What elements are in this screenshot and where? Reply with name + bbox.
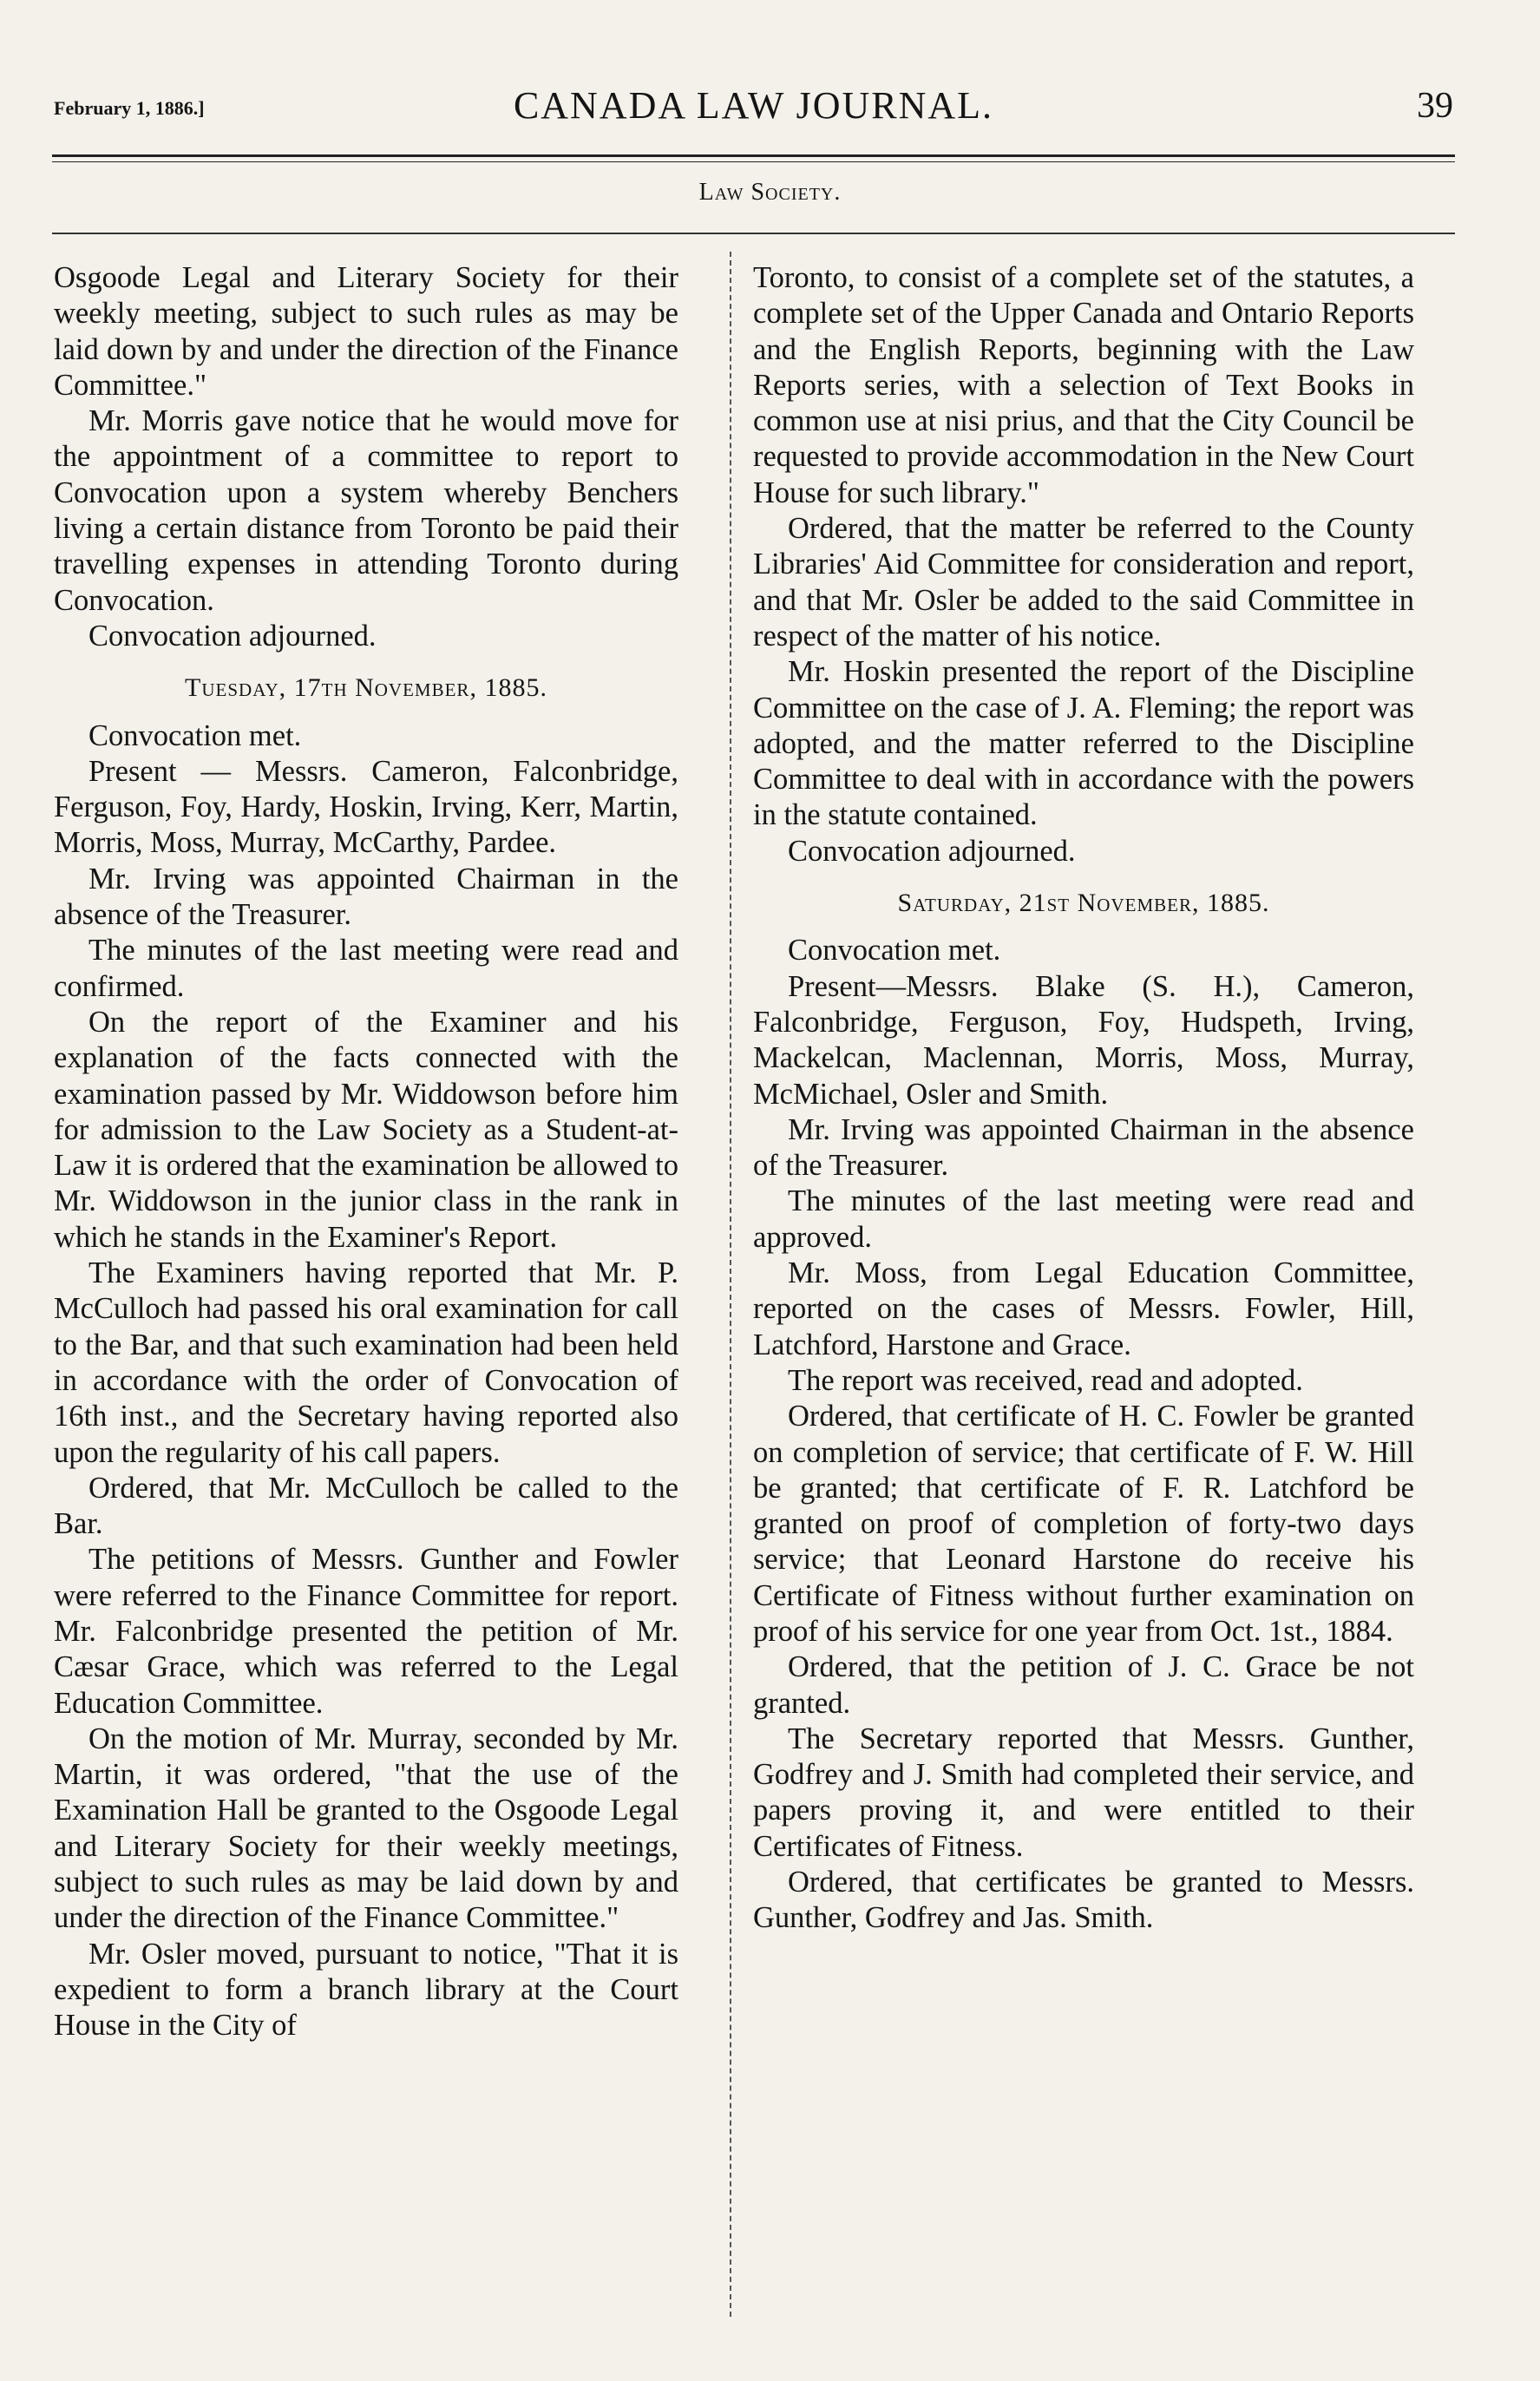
paragraph: Mr. Hoskin presented the report of the Discipline Committee on the case of J. A. Fleming; the report was adopted, and the matter referred to the Discipline Committee to deal with in accordance with the powers in the statute contained. [753,655,1414,832]
paragraph: Ordered, that Mr. McCulloch be called to the Bar. [54,1471,678,1541]
header-rule-thick [52,154,1455,157]
section-title: Law Society. [698,179,842,206]
paragraph: Mr. Irving was appointed Chairman in the absence of the Treasurer. [54,862,678,932]
paragraph: The Secretary reported that Messrs. Gunther, Godfrey and J. Smith had completed their service, and papers proving it, and were entitled to their Certificates of Fitness. [753,1722,1414,1863]
paragraph: On the motion of Mr. Murray, seconded by Mr. Martin, it was ordered, "that the use of the Examination Hall be granted to the Osgoode Legal and Literary Society for their weekly meetings, subject to such rules as may be laid down by and under the direction of the Finance Committee." [54,1722,678,1935]
paragraph: Convocation adjourned. [788,834,1076,868]
meeting-date-heading: Saturday, 21st November, 1885. [897,889,1270,918]
paragraph: Mr. Morris gave notice that he would move for the appointment of a committee to report to Convocation upon a system whereby Benchers living a certain distance from Toronto be paid their travelling expenses in attending Toronto during Convocation. [54,404,678,617]
paragraph: Present — Messrs. Cameron, Falconbridge, Ferguson, Foy, Hardy, Hoskin, Irving, Kerr, Martin, Morris, Moss, Murray, McCarthy, Pardee. [54,754,678,860]
paragraph: Toronto, to consist of a complete set of the statutes, a complete set of the Upper Canada and Ontario Reports and the English Reports, beginning with the Law Reports series, with a selection of Text Books in common use at nisi prius, and that the City Council be requested to provide accommodation in the New Court House for such library." [753,261,1414,509]
journal-title: CANADA LAW JOURNAL. [513,84,994,127]
paragraph: Convocation adjourned. [88,619,377,653]
paragraph: Ordered, that certificate of H. C. Fowler be granted on completion of service; that certificate of F. W. Hill be granted; that certificate of F. R. Latchford be granted on proof of completion of forty-two days service; that Leonard Harstone do receive his Certificate of Fitness without further examination on proof of his service for one year from Oct. 1st., 1884. [753,1400,1414,1648]
paragraph: Ordered, that the matter be referred to the County Libraries' Aid Committee for consideration and report, and that Mr. Osler be added to the said Committee in respect of the matter of his notice. [753,512,1414,653]
right-column [753,260,1414,1937]
issue-date: February 1, 1886.] [54,97,205,119]
paragraph: The petitions of Messrs. Gunther and Fowler were referred to the Finance Committee for report. Mr. Falconbridge presented the petition of Mr. Cæsar Grace, which was referred to the Legal Education Committee. [54,1543,678,1720]
paragraph: The report was received, read and adopted. [788,1363,1303,1397]
paragraph: Convocation met. [788,934,1001,967]
paragraph: Ordered, that the petition of J. C. Grace be not granted. [753,1650,1414,1720]
page-number: 39 [1417,86,1453,126]
paragraph: Convocation met. [88,718,302,752]
paragraph: Osgoode Legal and Literary Society for their weekly meeting, subject to such rules as may be laid down by and under the direction of the Finance Committee." [54,261,678,402]
paragraph: Mr. Irving was appointed Chairman in the absence of the Treasurer. [753,1112,1414,1183]
paragraph: The minutes of the last meeting were read and approved. [753,1184,1414,1254]
paragraph: The minutes of the last meeting were read and confirmed. [54,934,678,1003]
paragraph: Mr. Osler moved, pursuant to notice, "That it is expedient to form a branch library at the Court House in the City of [54,1937,678,2043]
column-divider [730,252,731,2317]
section-rule [52,233,1455,234]
paragraph: The Examiners having reported that Mr. P. McCulloch had passed his oral examination for call to the Bar, and that such examination had been held in accordance with the order of Convocation of 16th inst., and the Secretary having reported also upon the regularity of his call papers. [54,1256,678,1469]
paragraph: Mr. Moss, from Legal Education Committee, reported on the cases of Messrs. Fowler, Hill, Latchford, Harstone and Grace. [753,1256,1414,1361]
left-column [54,260,678,2044]
paragraph: On the report of the Examiner and his explanation of the facts connected with the examination passed by Mr. Widdowson before him for admission to the Law Society as a Student-at-Law it is ordered that the examination be allowed to Mr. Widdowson in the junior class in the rank in which he stands in the Examiner's Report. [54,1005,678,1254]
meeting-date-heading: Tuesday, 17th November, 1885. [185,673,547,703]
paragraph: Ordered, that certificates be granted to Messrs. Gunther, Godfrey and Jas. Smith. [753,1866,1414,1935]
header-rule-thin [52,161,1455,162]
page-header [54,83,1453,137]
paragraph: Present—Messrs. Blake (S. H.), Cameron, Falconbridge, Ferguson, Foy, Hudspeth, Irving, Mackelcan, Maclennan, Morris, Moss, Murray, McMichael, Osler and Smith. [753,969,1414,1111]
